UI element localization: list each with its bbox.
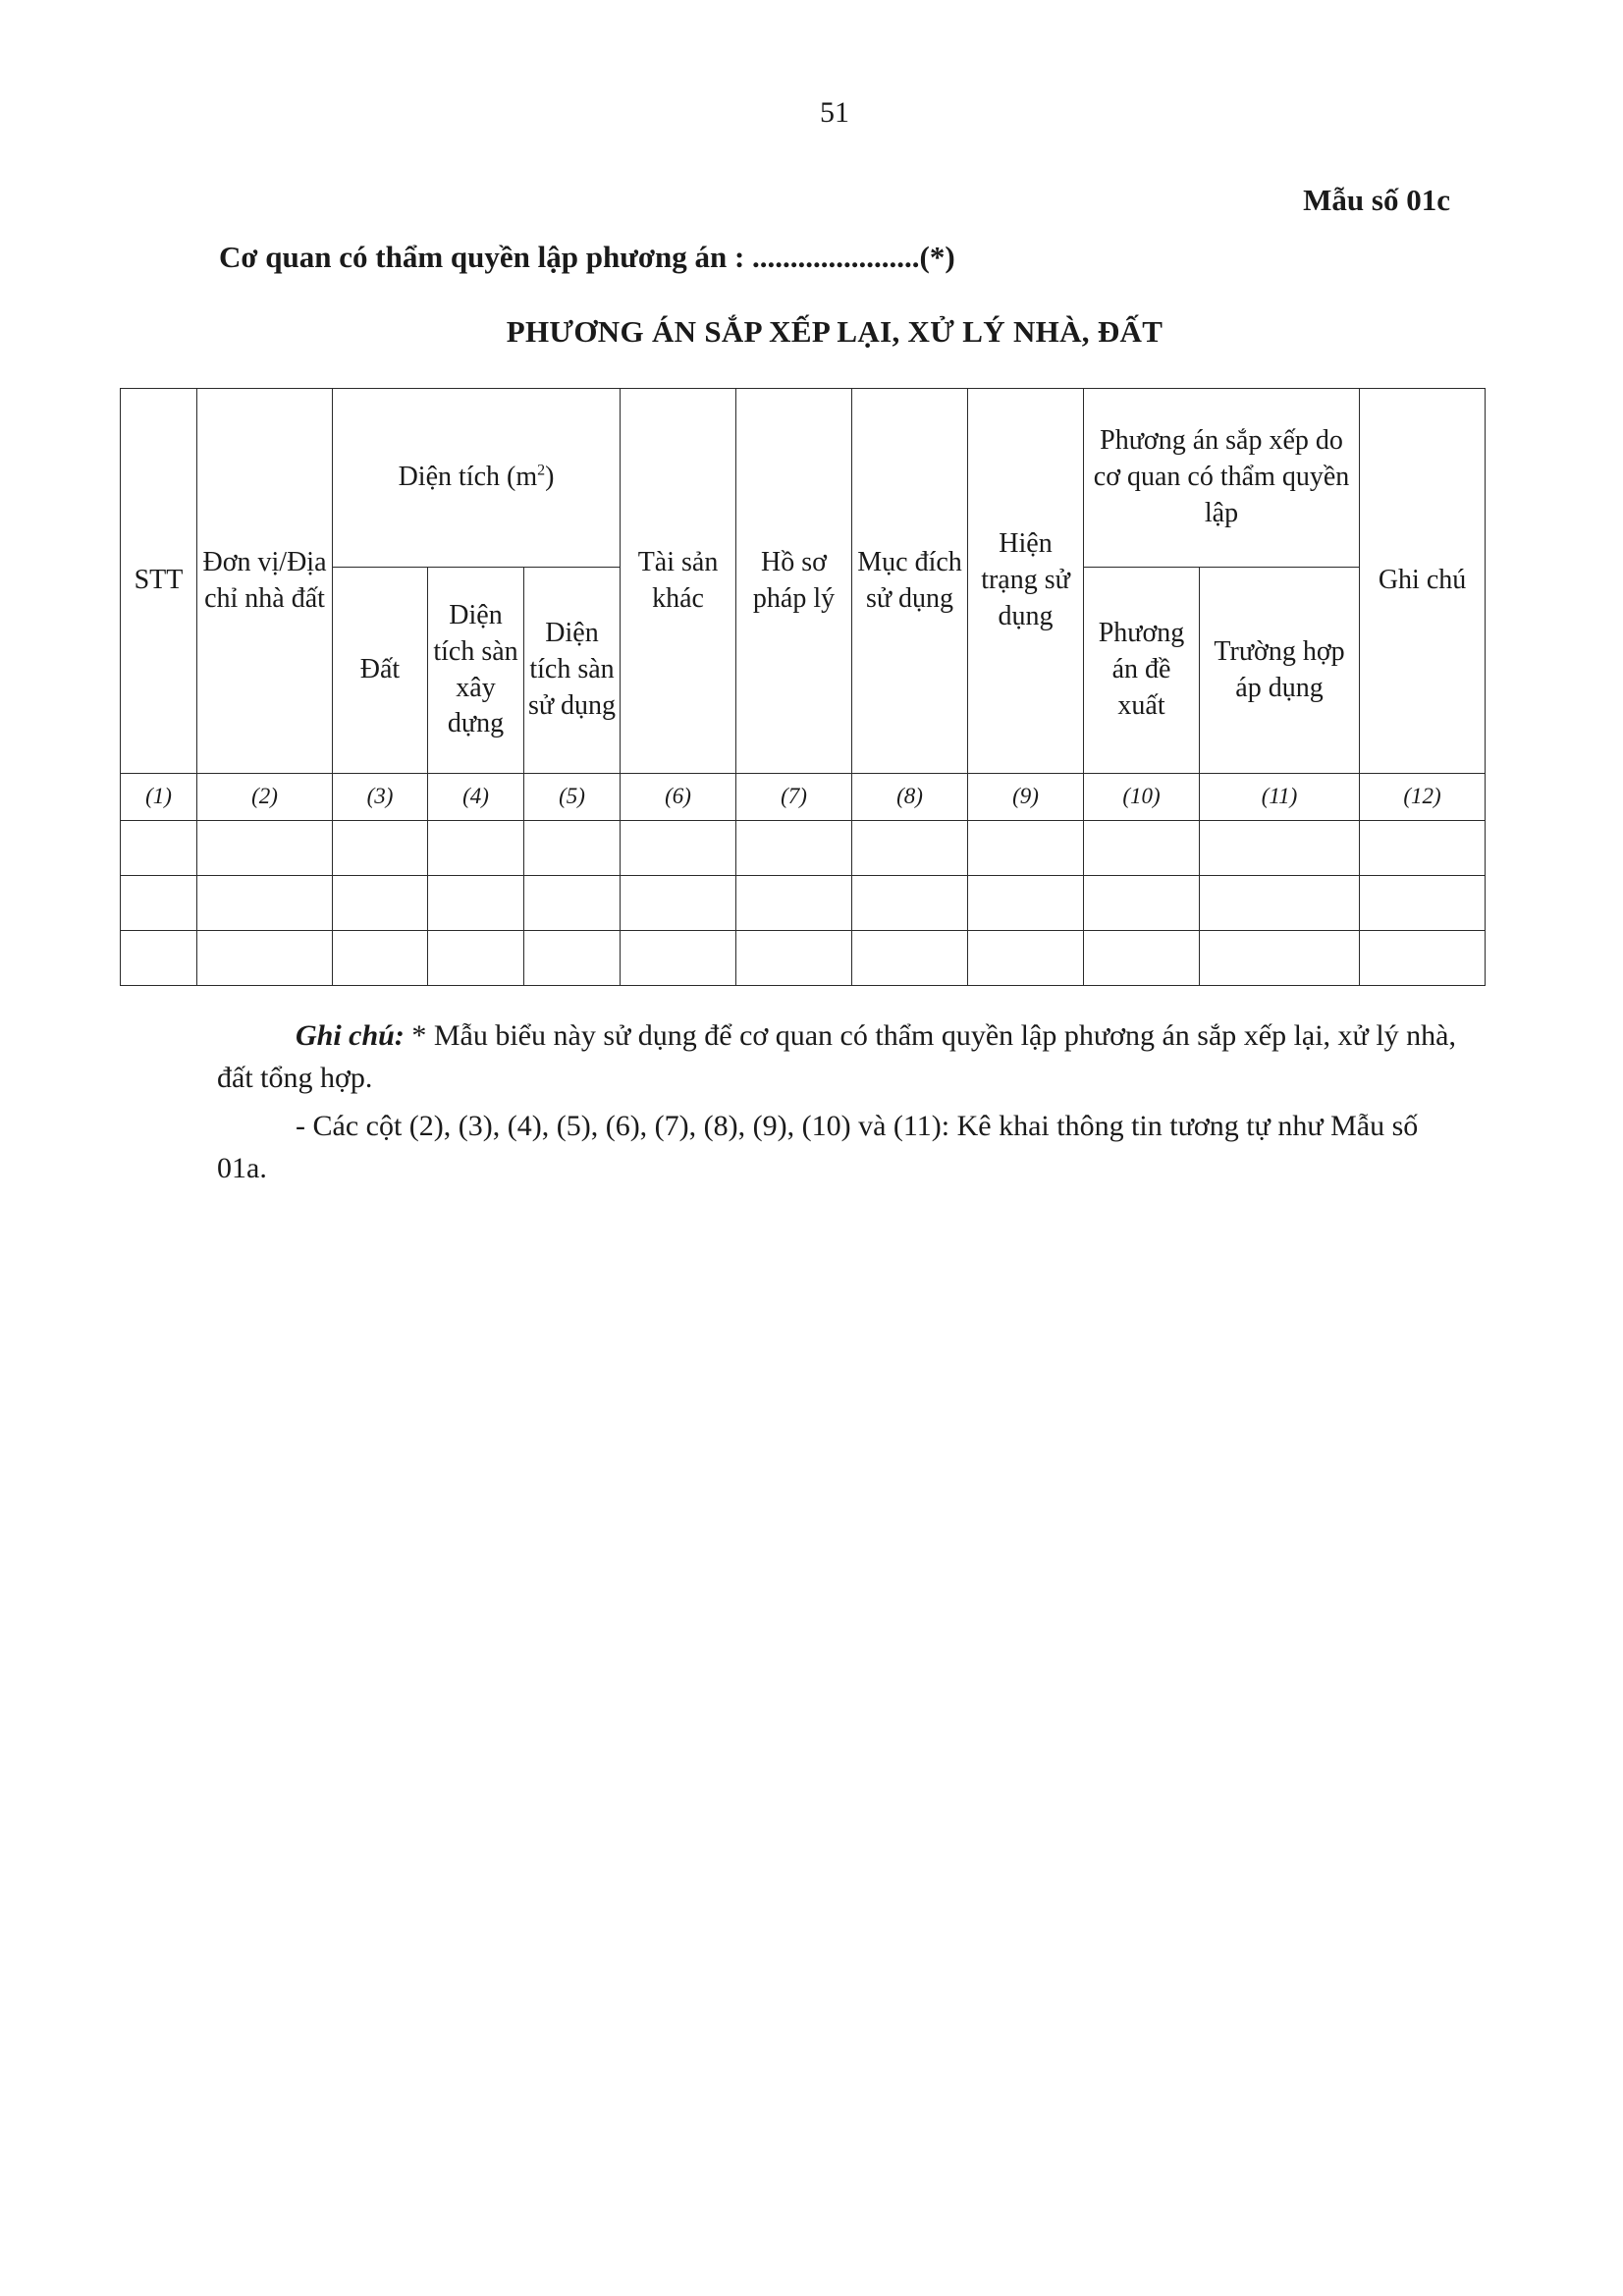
plan-table xyxy=(120,388,1486,986)
document-title: PHƯƠNG ÁN SẮP XẾP LẠI, XỬ LÝ NHÀ, ĐẤT xyxy=(506,314,1163,349)
table-cell xyxy=(121,821,197,876)
header-purpose: Mục đích sử dụng xyxy=(852,389,968,774)
header-unit-address: Đơn vị/Địa chỉ nhà đất xyxy=(197,389,333,774)
column-number-row xyxy=(121,774,1486,821)
header-area-unit-superscript: 2 xyxy=(537,462,546,479)
column-number: (10) xyxy=(1084,774,1200,821)
header-applied-case: Trường hợp áp dụng xyxy=(1200,568,1360,774)
table-cell xyxy=(121,876,197,931)
table-cell xyxy=(1360,876,1486,931)
header-area-label: Diện tích (m xyxy=(398,462,538,493)
table-cell xyxy=(852,876,968,931)
table-cell xyxy=(1084,821,1200,876)
note-line-2: - Các cột (2), (3), (4), (5), (6), (7), (8), (9), (10) và (11): Kê khai thông tin tương tự như Mẫu số 01a. xyxy=(217,1109,1419,1184)
table-cell xyxy=(736,931,852,986)
column-number: (12) xyxy=(1360,774,1486,821)
table-cell xyxy=(524,876,621,931)
table-cell xyxy=(524,931,621,986)
table-cell xyxy=(736,821,852,876)
table-cell xyxy=(852,931,968,986)
table-cell xyxy=(1084,931,1200,986)
table-cell xyxy=(968,931,1084,986)
table-cell xyxy=(1200,931,1360,986)
notes-section xyxy=(217,1015,1464,1196)
table-cell xyxy=(968,821,1084,876)
table-row xyxy=(121,821,1486,876)
table-cell xyxy=(197,876,333,931)
table-cell xyxy=(333,931,428,986)
form-code: Mẫu số 01c xyxy=(1303,183,1450,217)
table-cell xyxy=(197,821,333,876)
column-number: (3) xyxy=(333,774,428,821)
table-cell xyxy=(621,931,736,986)
column-number: (1) xyxy=(121,774,197,821)
table-cell xyxy=(1360,821,1486,876)
header-proposed-plan: Phương án đề xuất xyxy=(1084,568,1200,774)
table-cell xyxy=(968,876,1084,931)
table-cell xyxy=(1200,821,1360,876)
header-legal-docs: Hồ sơ pháp lý xyxy=(736,389,852,774)
table-cell xyxy=(736,876,852,931)
note-label: Ghi chú: xyxy=(296,1019,405,1052)
note-line-1 xyxy=(217,1015,1464,1100)
header-other-assets: Tài sản khác xyxy=(621,389,736,774)
page-number: 51 xyxy=(820,96,849,129)
table-cell xyxy=(524,821,621,876)
table-cell xyxy=(1360,931,1486,986)
header-area-group xyxy=(333,389,621,568)
table-cell xyxy=(621,821,736,876)
header-land: Đất xyxy=(333,568,428,774)
table-cell xyxy=(428,876,524,931)
header-area-close: ) xyxy=(545,462,555,493)
table-cell xyxy=(621,876,736,931)
header-status: Hiện trạng sử dụng xyxy=(968,389,1084,774)
table-row xyxy=(121,876,1486,931)
table-cell xyxy=(852,821,968,876)
table-row xyxy=(121,931,1486,986)
column-number: (4) xyxy=(428,774,524,821)
column-number: (7) xyxy=(736,774,852,821)
column-number: (8) xyxy=(852,774,968,821)
table-cell xyxy=(333,876,428,931)
table-cell xyxy=(1200,876,1360,931)
column-number: (2) xyxy=(197,774,333,821)
header-usable-area: Diện tích sàn sử dụng xyxy=(524,568,621,774)
column-number: (9) xyxy=(968,774,1084,821)
column-number: (11) xyxy=(1200,774,1360,821)
table-cell xyxy=(428,931,524,986)
column-number: (5) xyxy=(524,774,621,821)
table-cell xyxy=(1084,876,1200,931)
note-text-1: * Mẫu biểu này sử dụng để cơ quan có thẩm quyền lập phương án sắp xếp lại, xử lý nhà, đất tổng hợp. xyxy=(217,1019,1456,1094)
column-number: (6) xyxy=(621,774,736,821)
table-cell xyxy=(428,821,524,876)
header-stt: STT xyxy=(121,389,197,774)
header-floor-area: Diện tích sàn xây dựng xyxy=(428,568,524,774)
table-cell xyxy=(121,931,197,986)
table-cell xyxy=(197,931,333,986)
header-note: Ghi chú xyxy=(1360,389,1486,774)
table-cell xyxy=(333,821,428,876)
header-plan-group: Phương án sắp xếp do cơ quan có thẩm quyền lập xyxy=(1084,389,1360,568)
agency-line: Cơ quan có thẩm quyền lập phương án : ......................(*) xyxy=(219,240,955,274)
